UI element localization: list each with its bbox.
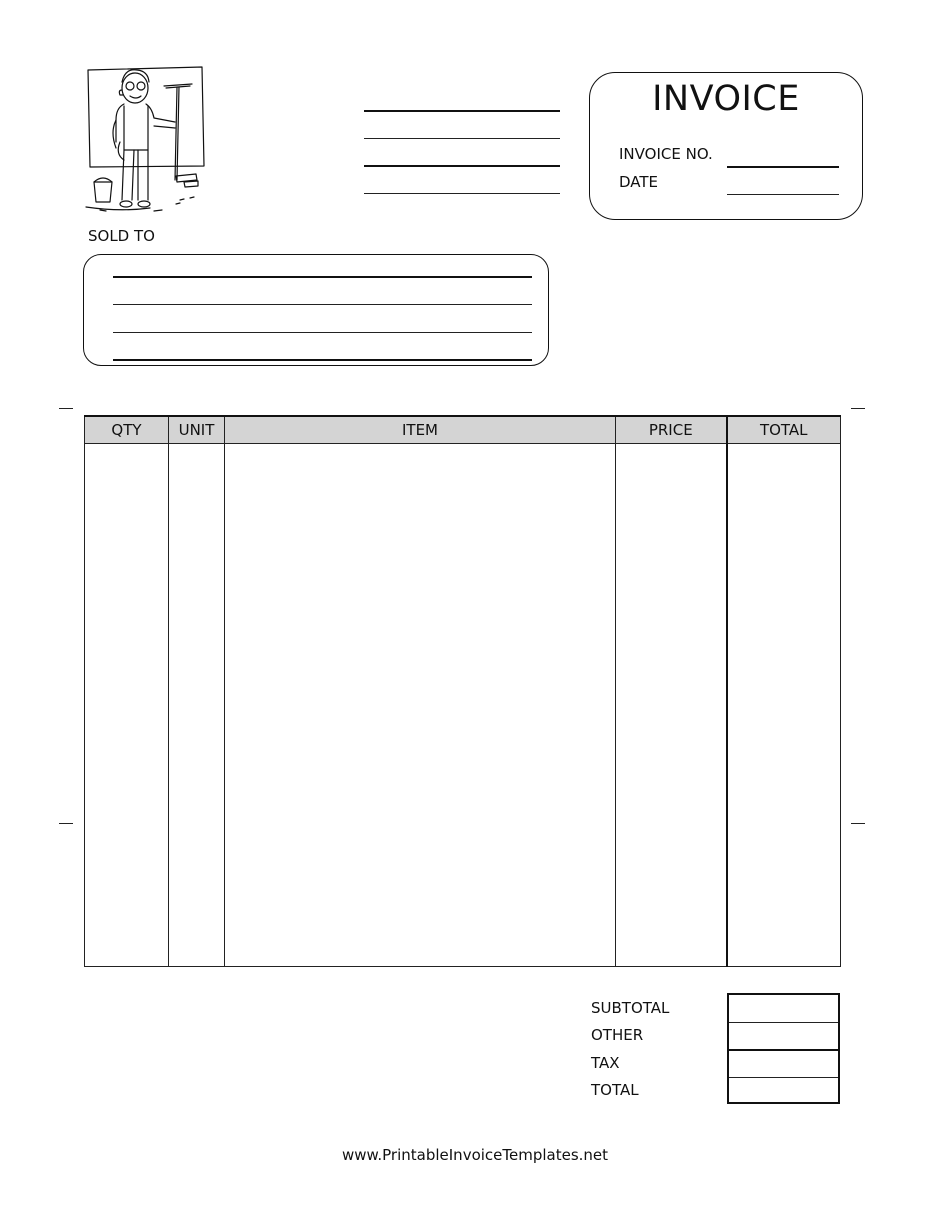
subtotal-field[interactable]	[729, 995, 838, 1023]
invoice-header-box	[589, 72, 863, 220]
sold-to-line[interactable]	[113, 332, 532, 333]
sold-to-line[interactable]	[113, 304, 532, 305]
totals-box	[727, 993, 840, 1104]
price-cell[interactable]	[616, 444, 727, 967]
total-field[interactable]	[729, 1078, 838, 1102]
line-items-table	[84, 415, 841, 967]
invoice-number-field[interactable]	[727, 166, 839, 168]
company-phone-line[interactable]	[364, 193, 560, 194]
column-header-item: ITEM	[225, 416, 616, 444]
window-cleaner-illustration	[80, 62, 215, 222]
sold-to-line[interactable]	[113, 276, 532, 278]
tax-field[interactable]	[729, 1051, 838, 1078]
invoice-date-field[interactable]	[727, 194, 839, 195]
invoice-number-label: INVOICE NO.	[619, 145, 713, 163]
company-name-line[interactable]	[364, 110, 560, 112]
total-cell[interactable]	[727, 444, 841, 967]
invoice-date-label: DATE	[619, 173, 659, 191]
subtotal-label: SUBTOTAL	[591, 999, 670, 1017]
item-cell[interactable]	[225, 444, 616, 967]
other-field[interactable]	[729, 1023, 838, 1051]
qty-cell[interactable]	[85, 444, 169, 967]
sold-to-line[interactable]	[113, 359, 532, 361]
crop-mark	[59, 823, 73, 824]
column-header-price: PRICE	[616, 416, 727, 444]
column-header-unit: UNIT	[169, 416, 225, 444]
table-row[interactable]	[85, 444, 841, 967]
column-header-qty: QTY	[85, 416, 169, 444]
crop-mark	[851, 823, 865, 824]
unit-cell[interactable]	[169, 444, 225, 967]
company-city-line[interactable]	[364, 165, 560, 167]
company-info-lines[interactable]	[364, 110, 560, 200]
sold-to-box	[83, 254, 549, 366]
total-label: TOTAL	[591, 1081, 639, 1099]
sold-to-label: SOLD TO	[88, 227, 155, 245]
table-header-row	[85, 416, 841, 444]
other-label: OTHER	[591, 1026, 644, 1044]
crop-mark	[851, 408, 865, 409]
footer-url[interactable]: www.PrintableInvoiceTemplates.net	[341, 1146, 609, 1164]
invoice-title: INVOICE	[652, 79, 800, 119]
tax-label: TAX	[591, 1054, 620, 1072]
crop-mark	[59, 408, 73, 409]
column-header-total: TOTAL	[727, 416, 841, 444]
company-address-line[interactable]	[364, 138, 560, 139]
